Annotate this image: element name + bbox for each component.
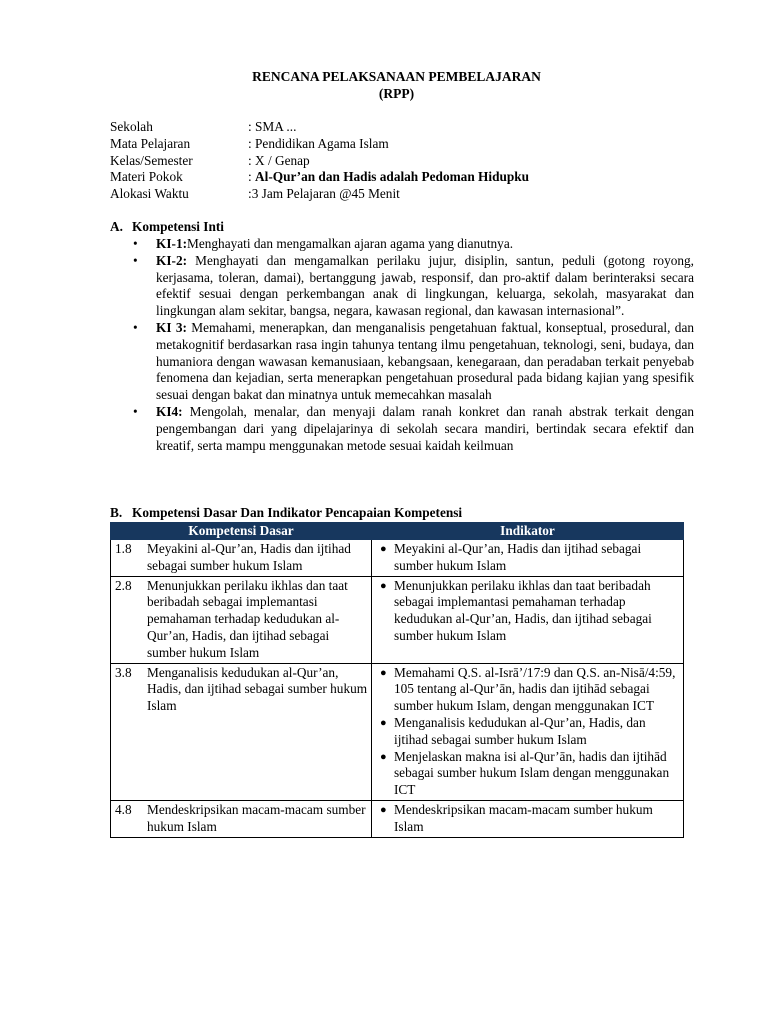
ki-code: KI 3: — [156, 319, 187, 335]
indicator-text: Mendeskripsikan macam-macam sumber hukum Islam — [394, 801, 653, 834]
info-label: Mata Pelajaran — [110, 135, 191, 151]
bullet-icon: ● — [380, 803, 387, 816]
list-item — [380, 715, 679, 749]
kd-cell — [111, 800, 372, 837]
table-row — [111, 800, 684, 837]
info-value: : SMA ... — [248, 119, 297, 134]
info-row-materi-pokok — [110, 169, 683, 186]
indicator-list — [372, 801, 683, 837]
bullet-icon: ● — [380, 666, 387, 679]
ki-text: Mengolah, menalar, dan menyaji dalam ranah konkret dan ranah abstrak terkait dengan pengembangan dari yang dipelajarinya di sekolah secara mandiri, bertindak secara efektif dan kreatif, serta mampu menggunakan metode sesuai kaidah keilmuan — [156, 403, 694, 453]
list-item — [130, 320, 694, 404]
indicator-cell — [372, 576, 684, 663]
info-label: Materi Pokok — [110, 169, 183, 185]
table-header-kd: Kompetensi Dasar — [111, 523, 372, 540]
indicator-cell — [372, 800, 684, 837]
list-item — [380, 665, 679, 715]
kd-number: 1.8 — [115, 541, 132, 556]
indicator-text: Meyakini al-Qur’an, Hadis dan ijtihad sebagai sumber hukum Islam — [394, 541, 642, 573]
list-item — [380, 541, 679, 575]
list-item — [380, 578, 679, 645]
section-b-number: B. — [110, 505, 123, 520]
ki-text: Memahami, menerapkan, dan menganalisis pengetahuan faktual, konseptual, prosedural, dan metakognitif berdasarkan rasa ingin tahunya tentang ilmu pengetahuan, teknologi, seni, budaya, dan humaniora dengan wawasan kemanusiaan, kebangsaan, kenegaraan, dan peradaban terkait penyebab fenomena dan kejadian, serta menerapkan pengetahuan prosedural pada bidang kajian yang spesifik sesuai dengan bakat dan minatnya untuk memecahkan masalah — [156, 319, 694, 403]
info-value: : Pendidikan Agama Islam — [248, 135, 389, 151]
table-row — [111, 663, 684, 800]
list-item — [380, 749, 679, 799]
indicator-text: Memahami Q.S. al-Isrā’/17:9 dan Q.S. an-Nisā/4:59, 105 tentang al-Qur’ān, hadis dan ijtihād sebagai sumber hukum Islam, dengan menggunakan ICT — [394, 664, 676, 714]
indicator-list — [372, 664, 683, 800]
bullet-icon: • — [133, 403, 138, 419]
bullet-icon: ● — [380, 716, 387, 729]
info-value-bold: Al-Qur’an dan Hadis adalah Pedoman Hidupku — [255, 169, 530, 185]
info-label: Alokasi Waktu — [110, 186, 189, 202]
kd-number: 3.8 — [115, 664, 132, 680]
info-value-prefix: : — [248, 169, 256, 185]
kd-number: 2.8 — [115, 577, 132, 593]
list-item — [380, 802, 679, 836]
kd-text: Menganalisis kedudukan al-Qur’an, Hadis, dan ijtihad sebagai sumber hukum Islam — [147, 664, 368, 714]
bullet-icon: • — [133, 252, 138, 268]
indicator-text: Menjelaskan makna isi al-Qur’ān, hadis dan ijtihād sebagai sumber hukum Islam dengan menggunakan ICT — [394, 748, 670, 798]
document-title: RENCANA PELAKSANAAN PEMBELAJARAN — [252, 69, 541, 84]
info-value — [248, 169, 529, 186]
info-row-mata-pelajaran — [110, 136, 683, 153]
kd-number: 4.8 — [115, 801, 132, 817]
kompetensi-inti-list — [130, 236, 694, 454]
info-row-kelas-semester — [110, 153, 683, 170]
bullet-icon: ● — [380, 543, 387, 555]
kd-text: Meyakini al-Qur’an, Hadis dan ijtihad sebagai sumber hukum Islam — [147, 541, 351, 573]
table-row — [111, 540, 684, 577]
indicator-cell — [372, 663, 684, 800]
indicator-cell — [372, 540, 684, 577]
ki-text: Menghayati dan mengamalkan ajaran agama yang dianutnya. — [187, 236, 514, 251]
section-b-heading — [110, 505, 462, 521]
indicator-text: Menganalisis kedudukan al-Qur’an, Hadis, dan ijtihad sebagai sumber hukum Islam — [394, 714, 646, 747]
bullet-icon: ● — [380, 750, 387, 763]
ki-text: Menghayati dan mengamalkan perilaku jujur, disiplin, santun, peduli (gotong royong, kerjasama, toleran, damai), bertanggung jawab, responsif, dan pro-aktif dalam berinteraksi secara efektif sesuai dengan perkembangan anak di lingkungan, keluarga, sekolah, masyarakat dan lingkungan alam sekitar, bangsa, negara, kawasan regional, dan kawasan internasional”. — [156, 252, 694, 319]
info-row-sekolah — [110, 119, 683, 136]
kd-cell — [111, 663, 372, 800]
list-item — [130, 404, 694, 454]
section-a-number: A. — [110, 219, 123, 234]
list-item — [130, 236, 694, 253]
ki-code: KI4: — [156, 403, 183, 419]
identity-block — [110, 119, 683, 203]
kd-cell — [111, 540, 372, 577]
table-header-indikator: Indikator — [372, 523, 684, 540]
indicator-text: Menunjukkan perilaku ikhlas dan taat beribadah sebagai implemantasi pemahaman terhadap kedudukan al-Qur’an, Hadis, dan ijtihad sebagai sumber hukum Islam — [394, 577, 652, 643]
table-row — [111, 576, 684, 663]
bullet-icon: • — [133, 319, 138, 335]
section-a-title: Kompetensi Inti — [132, 219, 224, 234]
bullet-icon: ● — [380, 579, 387, 592]
bullet-icon: • — [133, 236, 138, 251]
info-value: : X / Genap — [248, 152, 310, 168]
info-label: Kelas/Semester — [110, 152, 193, 168]
ki-code: KI-2: — [156, 252, 188, 268]
info-label: Sekolah — [110, 119, 153, 134]
kd-cell — [111, 576, 372, 663]
indicator-list — [372, 540, 683, 576]
indicator-list — [372, 577, 683, 646]
ki-code: KI-1: — [156, 236, 188, 251]
section-b-title: Kompetensi Dasar Dan Indikator Pencapaian Kompetensi — [132, 505, 463, 520]
kd-text: Menunjukkan perilaku ikhlas dan taat beribadah sebagai implemantasi pemahaman terhadap kedudukan al-Qur’an, Hadis, dan ijtihad sebagai sumber hukum Islam — [147, 577, 348, 660]
section-a-heading — [110, 219, 224, 235]
info-value: :3 Jam Pelajaran @45 Menit — [248, 186, 400, 202]
kd-indikator-table — [110, 522, 684, 838]
list-item — [130, 253, 694, 320]
table-header-row — [111, 523, 684, 540]
kd-text: Mendeskripsikan macam-macam sumber hukum Islam — [147, 801, 366, 834]
document-subtitle: (RPP) — [378, 86, 415, 101]
info-row-alokasi-waktu — [110, 186, 683, 203]
